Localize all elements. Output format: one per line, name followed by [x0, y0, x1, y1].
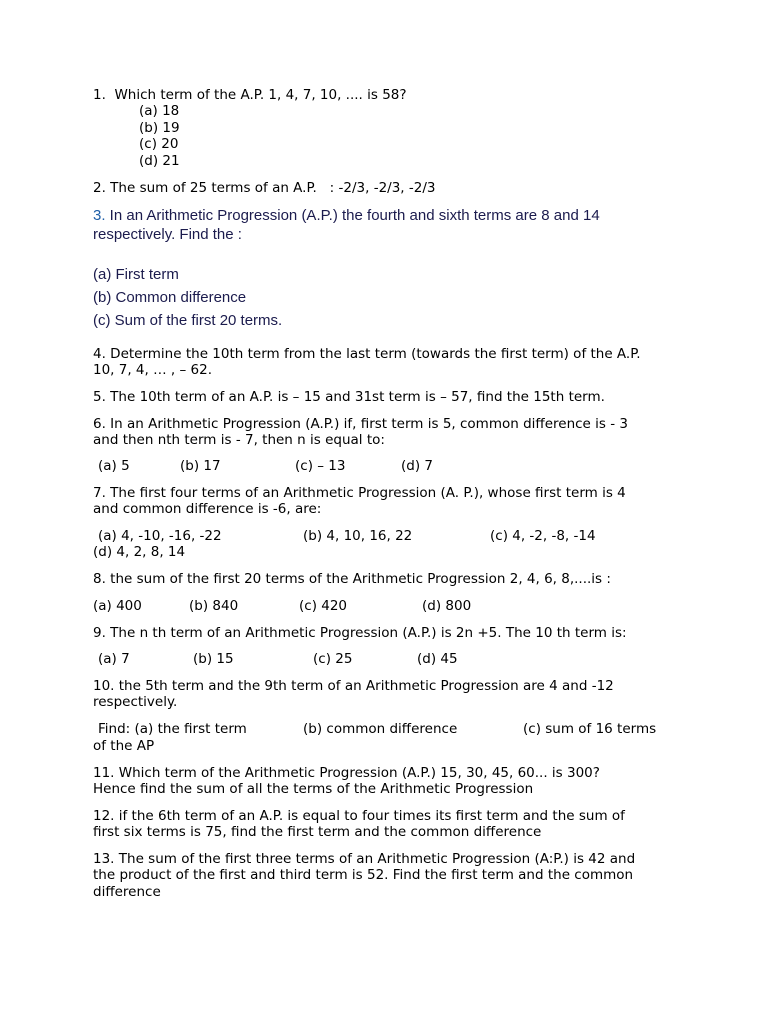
question-1: 1. Which term of the A.P. 1, 4, 7, 10, .... is 58?: [93, 87, 407, 103]
question-8: 8. the sum of the first 20 terms of the Arithmetic Progression 2, 4, 6, 8,....is :: [93, 571, 611, 587]
q9-option-b: (b) 15: [193, 651, 234, 667]
question-4-line-1: 4. Determine the 10th term from the last term (towards the first term) of the A.P.: [93, 346, 641, 362]
question-3-text: In an Arithmetic Progression (A.P.) the fourth and sixth terms are 8 and 14: [105, 207, 600, 224]
q8-option-d: (d) 800: [422, 598, 472, 614]
question-6-line-1: 6. In an Arithmetic Progression (A.P.) if, first term is 5, common difference is - 3: [93, 416, 628, 432]
q3-part-c: (c) Sum of the first 20 terms.: [93, 312, 283, 329]
question-7-line-1: 7. The first four terms of an Arithmetic Progression (A. P.), whose first term is 4: [93, 485, 626, 501]
q6-option-c: (c) – 13: [295, 458, 346, 474]
question-3-line-2: respectively. Find the :: [93, 226, 242, 243]
q10-find-c: (c) sum of 16 terms: [523, 721, 657, 737]
q9-option-c: (c) 25: [313, 651, 353, 667]
q1-option-b: (b) 19: [139, 120, 180, 136]
question-10-line-2: respectively.: [93, 694, 178, 710]
q8-option-c: (c) 420: [299, 598, 348, 614]
question-13-line-1: 13. The sum of the first three terms of an Arithmetic Progression (A:P.) is 42 and: [93, 851, 636, 867]
question-11-line-1: 11. Which term of the Arithmetic Progression (A.P.) 15, 30, 45, 60... is 300?: [93, 765, 600, 781]
q1-option-c: (c) 20: [139, 136, 179, 152]
q8-option-b: (b) 840: [189, 598, 239, 614]
question-6-line-2: and then nth term is - 7, then n is equal to:: [93, 432, 385, 448]
q7-option-b: (b) 4, 10, 16, 22: [303, 528, 413, 544]
q1-option-d: (d) 21: [139, 153, 180, 169]
question-12-line-2: first six terms is 75, find the first term and the common difference: [93, 824, 542, 840]
q10-find-a: Find: (a) the first term: [98, 721, 247, 737]
question-7-line-2: and common difference is -6, are:: [93, 501, 322, 517]
question-4-line-2: 10, 7, 4, … , – 62.: [93, 362, 212, 378]
q8-option-a: (a) 400: [93, 598, 142, 614]
question-11-line-2: Hence find the sum of all the terms of the Arithmetic Progression: [93, 781, 534, 797]
q7-option-d: (d) 4, 2, 8, 14: [93, 544, 186, 560]
question-12-line-1: 12. if the 6th term of an A.P. is equal to four times its first term and the sum of: [93, 808, 625, 824]
q3-part-b: (b) Common difference: [93, 289, 247, 306]
question-9: 9. The n th term of an Arithmetic Progression (A.P.) is 2n +5. The 10 th term is:: [93, 625, 627, 641]
q7-option-c: (c) 4, -2, -8, -14: [490, 528, 596, 544]
question-5: 5. The 10th term of an A.P. is – 15 and 31st term is – 57, find the 15th term.: [93, 389, 605, 405]
q9-option-d: (d) 45: [417, 651, 458, 667]
question-13-line-3: difference: [93, 884, 161, 900]
q9-option-a: (a) 7: [98, 651, 130, 667]
q10-find-tail: of the AP: [93, 738, 155, 754]
question-3-number: 3.: [93, 207, 106, 224]
q6-option-d: (d) 7: [401, 458, 433, 474]
q1-option-a: (a) 18: [139, 103, 180, 119]
question-3-line-1: [93, 207, 600, 224]
q10-find-b: (b) common difference: [303, 721, 458, 737]
q3-part-a: (a) First term: [93, 266, 179, 283]
q6-option-a: (a) 5: [98, 458, 130, 474]
question-13-line-2: the product of the first and third term is 52. Find the first term and the common: [93, 867, 634, 883]
question-2: 2. The sum of 25 terms of an A.P. : -2/3, -2/3, -2/3: [93, 180, 436, 196]
q7-option-a: (a) 4, -10, -16, -22: [98, 528, 222, 544]
q6-option-b: (b) 17: [180, 458, 221, 474]
question-10-line-1: 10. the 5th term and the 9th term of an Arithmetic Progression are 4 and -12: [93, 678, 614, 694]
